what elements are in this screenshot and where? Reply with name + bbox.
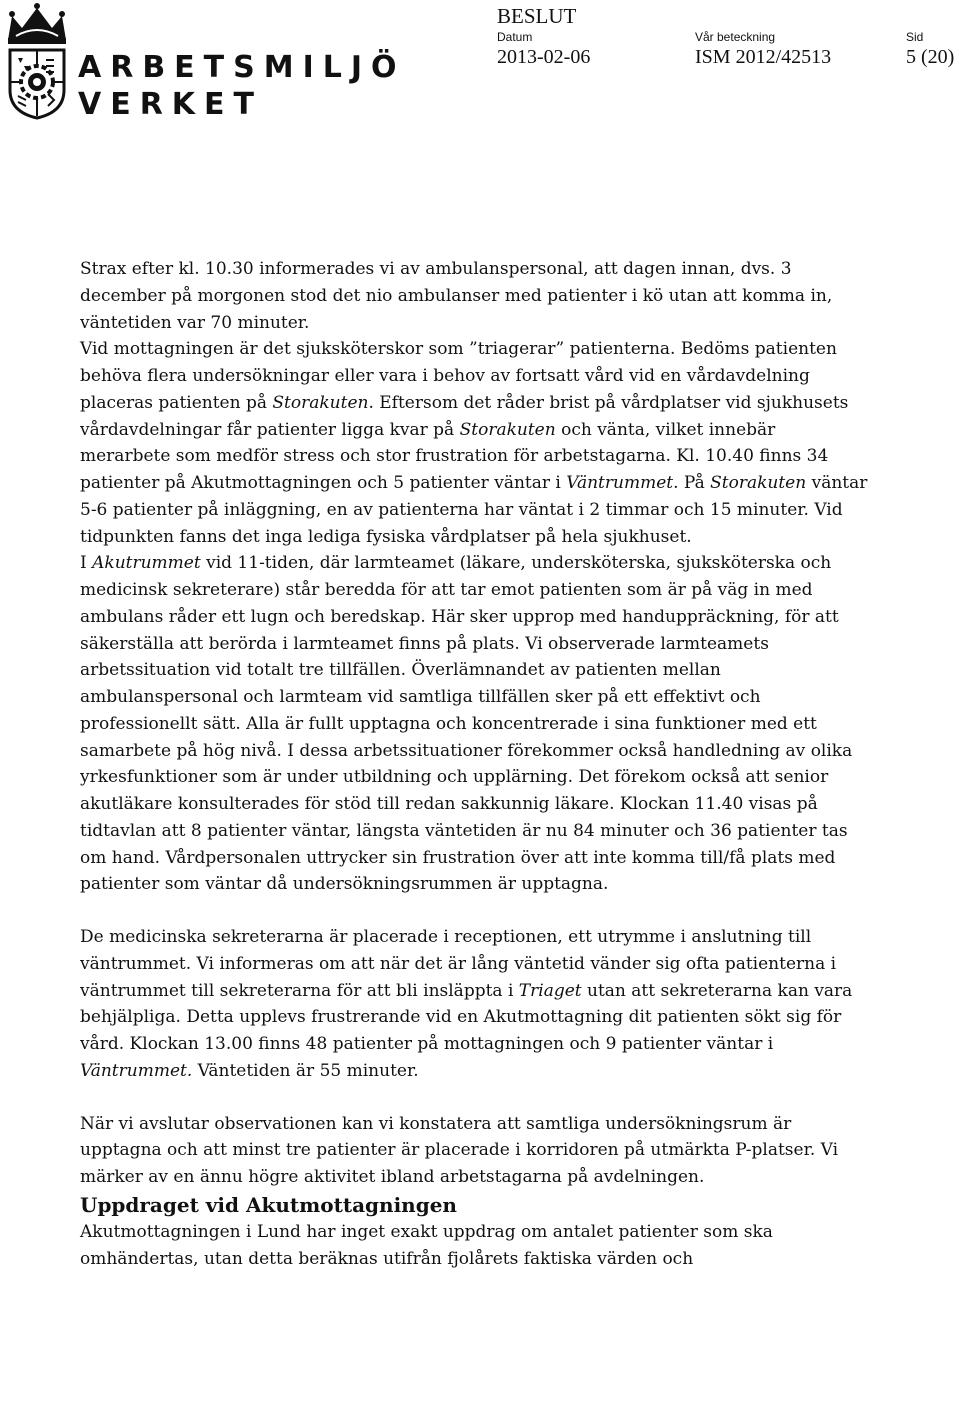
logo-text-line1: ARBETSMILJÖ — [78, 50, 406, 85]
logo-text-line2: VERKET — [78, 87, 264, 122]
paragraph-assignment: Akutmottagningen i Lund har inget exakt uppdrag om antalet patienter som ska omhändertas, utan detta beräknas utifrån fjolårets faktiska värden och — [80, 1221, 773, 1269]
text-run: och vänta, vilket innebär merarbete som medför stress och stor frustration för arbetstagarna. Kl. 10.40 finns 34 patienter på Akutmottagningen och 5 patienter väntar i — [80, 419, 829, 493]
text-run: väntar 5-6 patienter på inläggning, en av patienterna har väntat i 2 timmar och 15 minuter. Vid tidpunkten fanns det inga lediga fysiska vårdplatser på hela sjukhuset. — [80, 473, 868, 547]
text-run: De medicinska sekreterarna är placerade i receptionen, ett utrymme i anslutning till väntrummet. Vi informeras om att när det är lång väntetid vänder sig ofta patienterna i väntrummet till sekreterarna för att bli insläppta i — [80, 927, 837, 1001]
page-label: Sid — [906, 30, 924, 44]
text-run: . Eftersom det råder brist på vårdplatser vid sjukhusets vårdavdelningar får patienter ligga kvar på — [80, 392, 849, 440]
text-run-italic: Triaget — [518, 980, 582, 1001]
text-run-italic: Väntrummet — [566, 473, 674, 493]
paragraph-observations — [80, 256, 870, 898]
reference-label: Vår beteckning — [695, 30, 776, 44]
paragraph-conclusion: När vi avslutar observationen kan vi konstatera att samtliga undersökningsrum är upptagna och att minst tre patienter är placerade i korridoren på utmärkta P-platser. Vi märker av en ännu högre aktivitet ibland arbetstagarna på avdelningen. — [80, 1113, 839, 1187]
text-run: . På — [673, 473, 711, 493]
text-run-italic: Storakuten — [710, 473, 807, 493]
section-heading: Uppdraget vid Akutmottagningen — [80, 1192, 457, 1217]
page-number: 5 (20) — [906, 46, 955, 68]
text-run-italic: Väntrummet. — [80, 1060, 193, 1081]
text-run: Väntetiden är 55 minuter. — [192, 1060, 419, 1081]
reference-value: ISM 2012/42513 — [695, 46, 832, 68]
date-value: 2013-02-06 — [497, 46, 591, 68]
text-run-italic: Storakuten — [459, 419, 556, 440]
text-run: utan att sekreterarna kan vara behjälpliga. Detta upplevs frustrerande vid en Akutmottagning dit patienten sökt sig för vård. Klockan 13.00 finns 48 patienter på mottagningen och 9 patienter väntar i — [80, 980, 853, 1054]
coat-of-arms-icon — [2, 2, 72, 120]
paragraph-secretaries — [80, 924, 870, 1085]
text-run: Strax efter kl. 10.30 informerades vi av ambulanspersonal, att dagen innan, dvs. 3 december på morgonen stod det nio ambulanser med patienter i kö utan att komma in, väntetiden var 70 minuter. — [80, 259, 833, 333]
text-run: I — [80, 553, 93, 574]
date-label: Datum — [497, 30, 533, 44]
text-run: Vid mottagningen är det sjuksköterskor som ”triagerar” patienterna. Bedöms patienten behöva flera undersökningar eller vara i behov av fortsatt vård vid en vårdavdelning placeras patienten på — [80, 339, 837, 413]
document-type: BESLUT — [497, 4, 577, 28]
text-run: vid 11-tiden, där larmteamet (läkare, undersköterska, sjuksköterska och medicinsk sekreterare) står beredda för att tar emot patienten som är på väg in med ambulans råder ett lugn och beredskap. Här sker upprop med handuppräckning, för att säkerställa att berörda i larmteamet finns på plats. Vi observerade larmteamets arbetssituation vid totalt tre tillfällen. Överlämnandet av patienten mellan ambulanspersonal och larmteam vid samtliga tillfällen sker på ett effektivt och professionellt sätt. Alla är fullt upptagna och koncentrerade i sina funktioner med ett samarbete på hög nivå. I dessa arbetssituationer förekommer också handledning av olika yrkesfunktioner som är under utbildning och upplärning. Det förekom också att senior akutläkare konsulterades för stöd till redan sakkunnig läkare. Klockan 11.40 visas på tidtavlan att 8 patienter väntar, längsta väntetiden är nu 84 minuter och 36 patienter tas om hand. Vårdpersonalen uttrycker sin frustration över att inte komma till/få plats med patienter som väntar då undersökningsrummen är upptagna. — [80, 553, 853, 895]
text-run-italic: Akutrummet — [92, 553, 201, 574]
text-run-italic: Storakuten — [272, 392, 369, 413]
agency-logo — [0, 0, 406, 125]
document-body — [80, 256, 870, 1272]
